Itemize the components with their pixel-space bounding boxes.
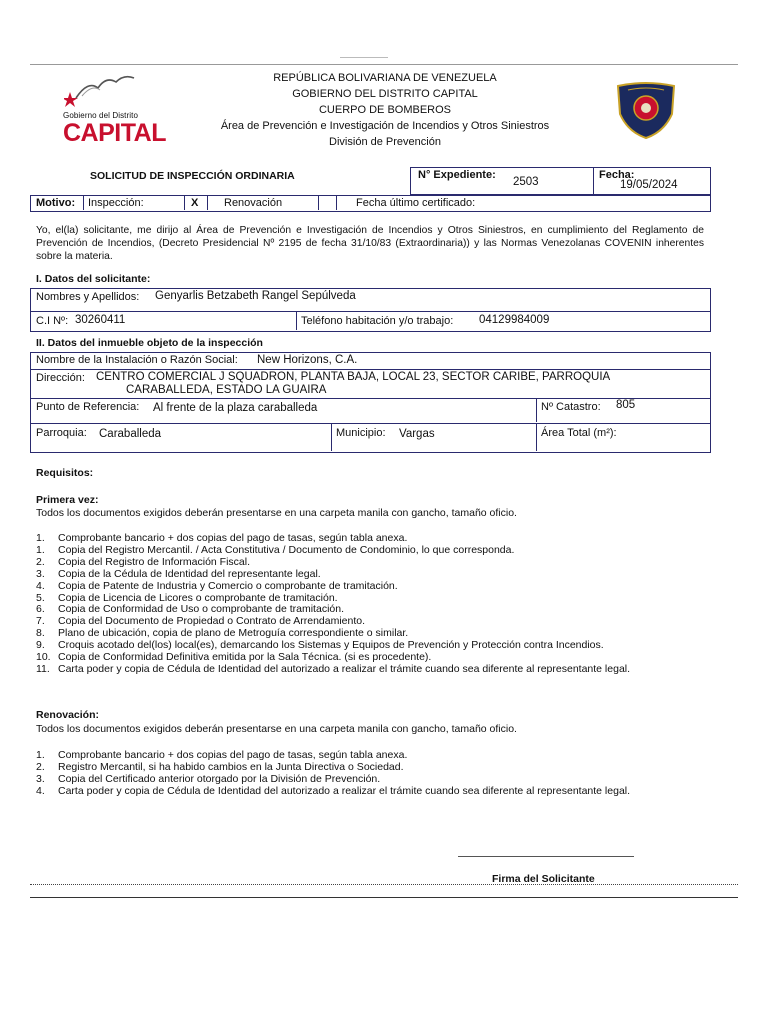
list-item-text: Copia del Registro de Información Fiscal. xyxy=(58,555,251,568)
renovacion-label: Renovación xyxy=(224,197,283,209)
fecha-label: Fecha: xyxy=(599,169,635,181)
list-item-text: Carta poder y copia de Cédula de Identidad del autorizado a realizar el trámite cuando sea diferente al representante legal. xyxy=(58,784,631,797)
list-item-text: Croquis acotado del(los) local(es), demarcando los Sistemas y Equipos de Prevención y Protección contra Incendios. xyxy=(58,639,604,652)
telefono-label: Teléfono habitación y/o trabajo: xyxy=(301,315,454,327)
list-item-number: 3. xyxy=(36,567,45,580)
logo-subtitle: Gobierno del Distrito xyxy=(63,111,139,120)
intro-paragraph: Yo, el(la) solicitante, me dirijo al Área de Prevención e Investigación de Incendios y Otros Siniestros, en cumplimiento del Reglamento de Prevención de Incendios, (Decreto Presidencial Nº 2195 de fecha 31/10/83 (Extraordinaria)) y las Normas Venezolanas COVENIN inherentes sobre la materia. xyxy=(36,225,704,262)
signature-label: Firma del Solicitante xyxy=(492,873,595,885)
municipio-value[interactable]: Vargas xyxy=(399,428,435,440)
fire-department-badge-icon xyxy=(612,80,680,140)
list-item-text: Copia del Documento de Propiedad o Contrato de Arrendamiento. xyxy=(58,615,366,628)
renovacion-title: Renovación: xyxy=(36,709,100,721)
list-item-text: Copia de Conformidad Definitiva emitida por la Sala Técnica. (si es procedente). xyxy=(58,651,432,664)
header-line: División de Prevención xyxy=(329,136,441,148)
top-dash xyxy=(340,57,388,58)
list-item-number: 1. xyxy=(36,749,45,761)
catastro-label: Nº Catastro: xyxy=(541,401,601,413)
parroquia-label: Parroquia: xyxy=(36,427,87,439)
telefono-value[interactable]: 04129984009 xyxy=(479,314,550,326)
dotted-rule xyxy=(30,884,738,885)
capital-logo-icon xyxy=(64,72,136,112)
header-line: REPÚBLICA BOLIVARIANA DE VENEZUELA xyxy=(273,72,497,84)
list-item-number: 6. xyxy=(36,603,45,616)
list-item-text: Copia de Licencia de Licores o comprobante de tramitación. xyxy=(58,591,338,604)
document-header xyxy=(190,70,580,150)
list-item-text: Carta poder y copia de Cédula de Identidad del autorizado a realizar el trámite cuando sea diferente al representante legal. xyxy=(58,662,631,675)
referencia-row xyxy=(30,398,711,424)
list-item-text: Copia de Patente de Industria y Comercio o comprobante de tramitación. xyxy=(58,579,398,592)
expediente-cell xyxy=(410,167,594,195)
parroquia-value[interactable]: Caraballeda xyxy=(99,428,162,440)
razon-social-label: Nombre de la Instalación o Razón Social: xyxy=(36,354,238,366)
section-inmueble-title: II. Datos del inmueble objeto de la inspección xyxy=(36,337,263,349)
direccion-label: Dirección: xyxy=(36,372,85,384)
list-item-text: Copia de Conformidad de Uso o comprobante de tramitación. xyxy=(58,603,344,616)
razon-social-row xyxy=(30,352,711,370)
ci-value[interactable]: 30260411 xyxy=(75,314,126,326)
referencia-value[interactable]: Al frente de la plaza caraballeda xyxy=(153,402,318,414)
primera-vez-intro: Todos los documentos exigidos deberán presentarse en una carpeta manila con gancho, tamaño oficio. xyxy=(36,507,517,519)
list-item-number: 3. xyxy=(36,772,45,785)
list-item-text: Comprobante bancario + dos copias del pago de tasas, según tabla anexa. xyxy=(58,749,408,761)
requisito-item xyxy=(36,664,630,676)
list-item-text: Copia del Registro Mercantil. / Acta Constitutiva / Documento de Condominio, lo que corresponda. xyxy=(58,543,515,556)
primera-vez-list xyxy=(36,533,630,676)
renovacion-list xyxy=(36,750,630,798)
list-item-number: 4. xyxy=(36,784,45,797)
list-item-number: 7. xyxy=(36,615,45,628)
requisitos-title: Requisitos: xyxy=(36,467,94,479)
list-item-text: Comprobante bancario + dos copias del pago de tasas, según tabla anexa. xyxy=(58,532,408,544)
razon-social-value[interactable]: New Horizons, C.A. xyxy=(257,354,358,366)
bottom-rule xyxy=(30,897,738,898)
header-line: Área de Prevención e Investigación de Incendios y Otros Siniestros xyxy=(220,120,550,132)
list-item-number: 9. xyxy=(36,639,45,652)
nombre-solicitante-row xyxy=(30,288,711,312)
logo-title: CAPITAL xyxy=(63,119,166,147)
fecha-value: 19/05/2024 xyxy=(620,179,678,191)
renovacion-intro: Todos los documentos exigidos deberán presentarse en una carpeta manila con gancho, tamaño oficio. xyxy=(36,723,517,735)
nombre-solicitante-value[interactable]: Genyarlis Betzabeth Rangel Sepúlveda xyxy=(155,290,356,302)
catastro-value[interactable]: 805 xyxy=(616,399,636,411)
referencia-label: Punto de Referencia: xyxy=(36,401,140,413)
list-item-number: 11. xyxy=(36,662,50,675)
direccion-line-1[interactable]: CENTRO COMERCIAL J SQUADRON, PLANTA BAJA, LOCAL 23, SECTOR CARIBE, PARROQUIA xyxy=(96,371,611,383)
list-item-text: Copia del Certificado anterior otorgado por la División de Prevención. xyxy=(58,772,381,785)
list-item-text: Plano de ubicación, copia de plano de Metroguía correspondiente o similar. xyxy=(58,627,409,640)
municipio-label: Municipio: xyxy=(336,427,386,439)
list-item-number: 2. xyxy=(36,760,45,773)
inspeccion-mark[interactable]: X xyxy=(191,197,199,209)
signature-line xyxy=(458,856,634,857)
header-line: CUERPO DE BOMBEROS xyxy=(318,104,452,116)
ci-telefono-row xyxy=(30,311,711,332)
parroquia-row xyxy=(30,423,711,453)
renovacion-item xyxy=(36,786,630,798)
direccion-line-2[interactable]: CARABALLEDA, ESTADO LA GUAIRA xyxy=(126,384,327,396)
list-item-number: 8. xyxy=(36,627,45,640)
inspeccion-label: Inspección: xyxy=(88,197,144,209)
list-item-number: 2. xyxy=(36,555,45,568)
primera-vez-title: Primera vez: xyxy=(36,494,99,506)
ultimo-certificado-label: Fecha último certificado: xyxy=(356,197,476,209)
section-solicitante-title: I. Datos del solicitante: xyxy=(36,273,151,285)
list-item-number: 1. xyxy=(36,532,45,544)
list-item-number: 10. xyxy=(36,651,51,664)
list-item-text: Copia de la Cédula de Identidad del representante legal. xyxy=(58,567,321,580)
top-rule xyxy=(30,64,738,65)
ci-label: C.I Nº: xyxy=(36,315,69,327)
nombre-solicitante-label: Nombres y Apellidos: xyxy=(36,291,140,303)
list-item-number: 1. xyxy=(36,543,45,556)
header-line: GOBIERNO DEL DISTRITO CAPITAL xyxy=(292,88,478,100)
fecha-cell xyxy=(593,167,711,195)
direccion-row xyxy=(30,369,711,399)
expediente-label: N° Expediente: xyxy=(418,169,496,181)
motivo-label: Motivo: xyxy=(36,197,76,209)
list-item-number: 5. xyxy=(36,591,45,604)
list-item-text: Registro Mercantil, si ha habido cambios en la Junta Directiva o Sociedad. xyxy=(58,760,404,773)
motivo-row xyxy=(30,195,711,212)
expediente-value: 2503 xyxy=(513,176,539,188)
list-item-number: 4. xyxy=(36,579,45,592)
area-total-label: Área Total (m²): xyxy=(541,427,617,439)
form-title: SOLICITUD DE INSPECCIÓN ORDINARIA xyxy=(90,170,295,182)
